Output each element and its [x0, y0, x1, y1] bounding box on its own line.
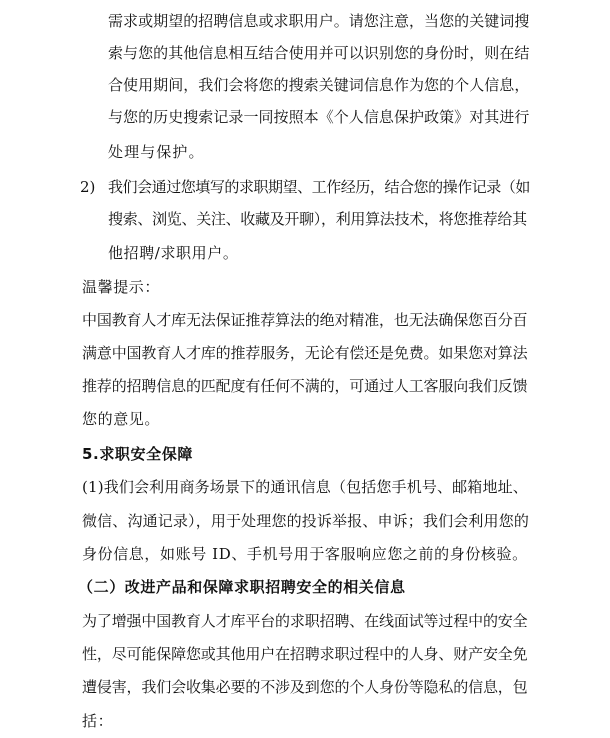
section2-line-2: 性，尽可能保障您或其他用户在招聘求职过程中的人身、财产安全免	[82, 645, 528, 663]
section5-line-2: 微信、沟通记录），用于处理您的投诉举报、申诉；我们会利用您的	[82, 512, 530, 530]
tip-line-2: 满意中国教育人才库的推荐服务，无论有偿还是免费。如果您对算法	[82, 344, 528, 362]
item1-line-2: 索与您的其他信息相互结合使用并可以识别您的身份时，则在结	[108, 44, 530, 62]
item2-line-1: 我们会通过您填写的求职期望、工作经历，结合您的操作记录（如	[108, 178, 530, 196]
item2-marker: 2)	[80, 178, 96, 196]
section2-line-3: 遭侵害，我们会收集必要的不涉及到您的个人身份等隐私的信息，包	[82, 678, 528, 696]
tip-line-4: 您的意见。	[82, 410, 161, 428]
item2-line-3: 他招聘/求职用户。	[108, 244, 239, 262]
section5-line-3: 身份信息，如账号 ID、手机号用于客服响应您之前的身份核验。	[82, 545, 528, 563]
section5-heading: 5.求职安全保障	[82, 445, 193, 463]
section2-line-1: 为了增强中国教育人才库平台的求职招聘、在线面试等过程中的安全	[82, 612, 528, 630]
tip-line-1: 中国教育人才库无法保证推荐算法的绝对精准，也无法确保您百分百	[82, 311, 528, 329]
tip-heading: 温馨提示：	[82, 278, 161, 296]
item1-line-5: 处理与保护。	[108, 143, 205, 161]
item1-line-1: 需求或期望的招聘信息或求职用户。请您注意，当您的关键词搜	[108, 12, 530, 30]
section2-heading: （二）改进产品和保障求职招聘安全的相关信息	[78, 578, 406, 596]
item2-line-2: 搜索、浏览、关注、收藏及开聊），利用算法技术，将您推荐给其	[108, 210, 527, 228]
item1-line-4: 与您的历史搜索记录一同按照本《个人信息保护政策》对其进行	[108, 108, 530, 126]
item1-line-3: 合使用期间，我们会将您的搜索关键词信息作为您的个人信息，	[108, 76, 530, 94]
section2-line-4: 括：	[82, 712, 114, 730]
section5-line-1: (1)我们会利用商务场景下的通讯信息（包括您手机号、邮箱地址、	[82, 478, 528, 496]
tip-line-3: 推荐的招聘信息的匹配度有任何不满的，可通过人工客服向我们反馈	[82, 377, 528, 395]
